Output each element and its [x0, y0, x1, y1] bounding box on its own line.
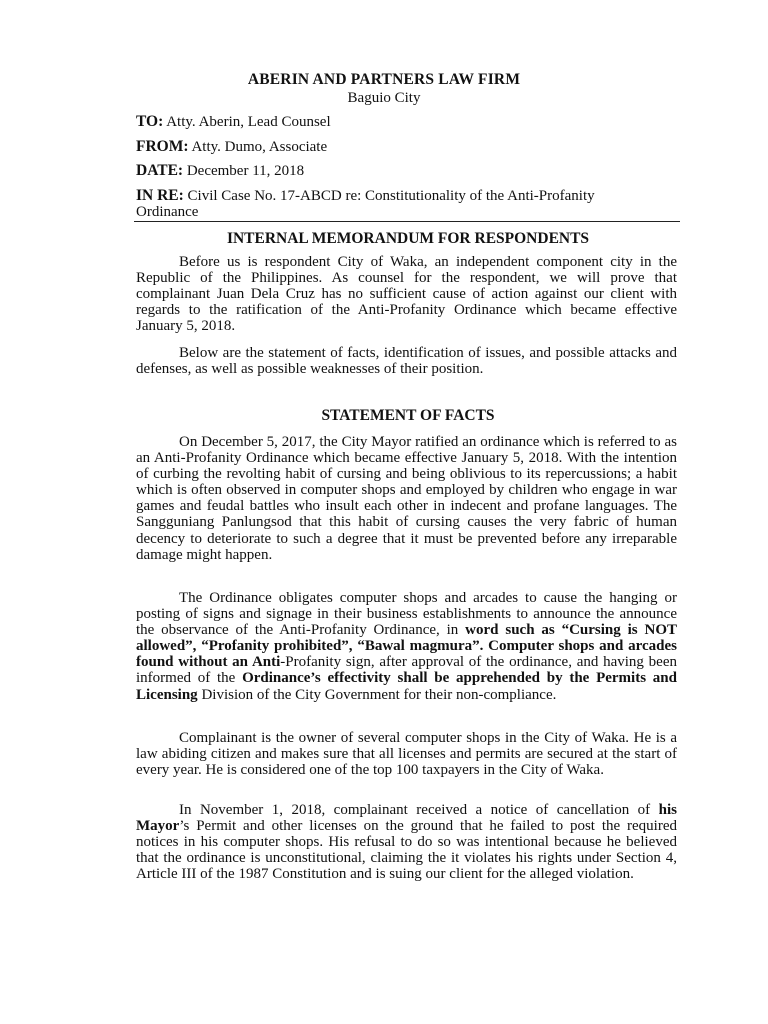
facts-p4-text-a: In November 1, 2018, complainant received a notice of cancellation of	[179, 802, 659, 818]
facts-title: STATEMENT OF FACTS	[321, 407, 495, 424]
re-line	[136, 188, 595, 204]
re-value-continued: Ordinance	[136, 204, 199, 220]
re-label: IN RE:	[136, 187, 184, 204]
facts-p2-text-a: The Ordinance obligates computer shops and arcades to cause the hanging or posting of signs and signage in their business establishments to announce the announce the observance of the Anti-Profanity Ordinance, in	[136, 590, 677, 639]
to-label: TO:	[136, 113, 164, 130]
memo-title: INTERNAL MEMORANDUM FOR RESPONDENTS	[226, 230, 590, 247]
facts-p2-text-e: Division of the City Government for their non-compliance.	[197, 686, 557, 703]
facts-p2-bold-signs: word such as “Cursing is NOT allowed”, “Profanity prohibited”, “Bawal magmura”. Computer shops and arcades found without an Anti	[136, 622, 678, 671]
date-label: DATE:	[136, 162, 184, 179]
facts-p2-bold-apprehension: Ordinance’s effectivity shall be apprehended by the Permits and Licensing	[136, 670, 677, 703]
scope-paragraph: Below are the statement of facts, identification of issues, and possible attacks and defenses, as well as possible weaknesses of their position.	[136, 345, 677, 378]
from-value: Atty. Dumo, Associate	[191, 139, 328, 155]
intro-paragraph: Before us is respondent City of Waka, an independent component city in the Republic of the Philippines. As counsel for the respondent, we will prove that complainant Juan Dela Cruz has no sufficient cause of action against our client with regards to the ratification of the Anti-Profanity Ordinance which became effective January 5, 2018.	[136, 254, 677, 335]
facts-paragraph-4	[136, 802, 677, 882]
facts-p2-text-c: -Profanity sign, after approval of the ordinance, and having been informed of the	[136, 654, 677, 687]
from-label: FROM:	[136, 138, 189, 155]
to-line	[136, 114, 331, 130]
date-value: December 11, 2018	[186, 163, 305, 179]
facts-paragraph-3: Complainant is the owner of several computer shops in the City of Waka. He is a law abiding citizen and makes sure that all licenses and permits are secured at the start of every year. He is considered one of the top 100 taxpayers in the City of Waka.	[136, 730, 677, 779]
date-line	[136, 163, 304, 179]
re-value: Civil Case No. 17-ABCD re: Constitutionality of the Anti-Profanity	[187, 188, 595, 204]
header-divider	[134, 221, 680, 222]
from-line	[136, 139, 327, 155]
firm-city: Baguio City	[347, 90, 421, 106]
to-value: Atty. Aberin, Lead Counsel	[166, 114, 331, 130]
facts-p4-bold: his Mayor	[136, 802, 677, 835]
firm-name: ABERIN AND PARTNERS LAW FIRM	[247, 71, 521, 88]
facts-paragraph-2	[136, 590, 677, 703]
facts-p4-text-c: ’s Permit and other licenses on the ground that he failed to post the required notices in his computer shops. His refusal to do so was intentional because he believed that the ordinance is unconstitutional, claiming the it violates his rights under Section 4, Article III of the 1987 Constitution and is suing our client for the alleged violation.	[136, 818, 677, 883]
facts-paragraph-1: On December 5, 2017, the City Mayor ratified an ordinance which is referred to as an Anti-Profanity Ordinance which became effective January 5, 2018. With the intention of curbing the revolting habit of cursing and being oblivious to its repercussions; a habit which is often observed in computer shops and employed by children who engage in war games and feudal battles who insult each other in indecent and profane languages. The Sangguniang Panlungsod that this habit of cursing causes the very fabric of human decency to deteriorate to such a degree that it must be prevented before any irreparable damage might happen.	[136, 434, 677, 563]
